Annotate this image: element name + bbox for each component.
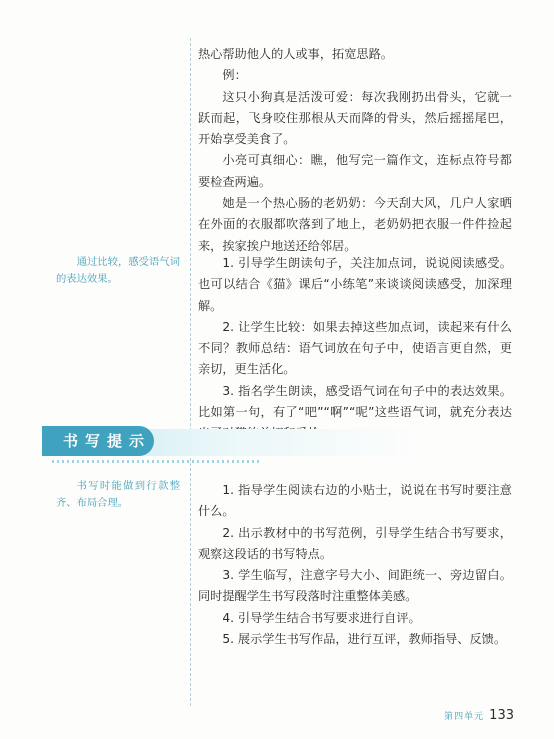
- example-text: 她是一个热心肠的老奶奶：今天刮大风，几户人家晒在外面的衣服都吹落到了地上，老奶奶把衣服一件件捡起来，挨家挨户地送还给邻居。: [198, 196, 512, 253]
- example-text: 小亮可真细心：瞧，他写完一篇作文，连标点符号都要检查两遍。: [198, 153, 512, 189]
- page-number: 133: [489, 708, 514, 723]
- teaching-steps-2: [198, 480, 512, 650]
- step-item: 3. 指名学生朗读，感受语气词在句子中的表达效果。比如第一句，有了“吧”“啊”“呢”这些语气词，就充分表达: [198, 383, 512, 420]
- side-note-2: 书写时能做到行款整齐、布局合理。: [56, 480, 180, 509]
- step-item: 2. 出示教材中的书写范例，引导学生结合书写要求，观察这段话的书写特点。: [198, 525, 512, 561]
- example-label: 例：: [222, 68, 247, 83]
- example-text: 这只小狗真是活泼可爱：每次我刚扔出骨头，它就一跃而起，飞身咬住那根从天而降的骨头，然后摇摇尾巴，开始享受美食了。: [198, 89, 512, 147]
- page-footer: [444, 708, 514, 723]
- banner-title: 书写提示: [42, 426, 154, 456]
- step-item: 2. 让学生比较：如果去掉这些加点词，读起来有什么不同？教师总结：语气词放在句子中，使语言更自然，更亲切，更生活化。: [198, 319, 512, 377]
- margin-divider: [190, 38, 191, 706]
- unit-label: 第四单元: [444, 712, 485, 722]
- banner-dots: [52, 460, 262, 463]
- side-note-1: 通过比较，感受语气词的表达效果。: [56, 256, 180, 285]
- teaching-steps-1: [198, 253, 512, 445]
- examples-block: [198, 44, 512, 257]
- continuation-text: 热心帮助他人的人或事，拓宽思路。: [198, 47, 393, 61]
- step-item: 3. 学生临写，注意字号大小、间距统一、旁边留白。同时提醒学生书写段落时注重整体美感。: [198, 568, 512, 604]
- section-banner: [42, 426, 512, 458]
- step-item: 1. 引导学生朗读句子，关注加点词，说说阅读感受。也可以结合《猫》课后“小练笔”来谈谈阅读感受，加深理解。: [198, 256, 512, 313]
- step-item: 1. 指导学生阅读右边的小贴士，说说在书写时要注意什么。: [198, 483, 512, 519]
- step-item: 5. 展示学生书写作品，进行互评，教师指导、反馈。: [222, 632, 507, 647]
- step-item: 4. 引导学生结合书写要求进行自评。: [222, 610, 421, 625]
